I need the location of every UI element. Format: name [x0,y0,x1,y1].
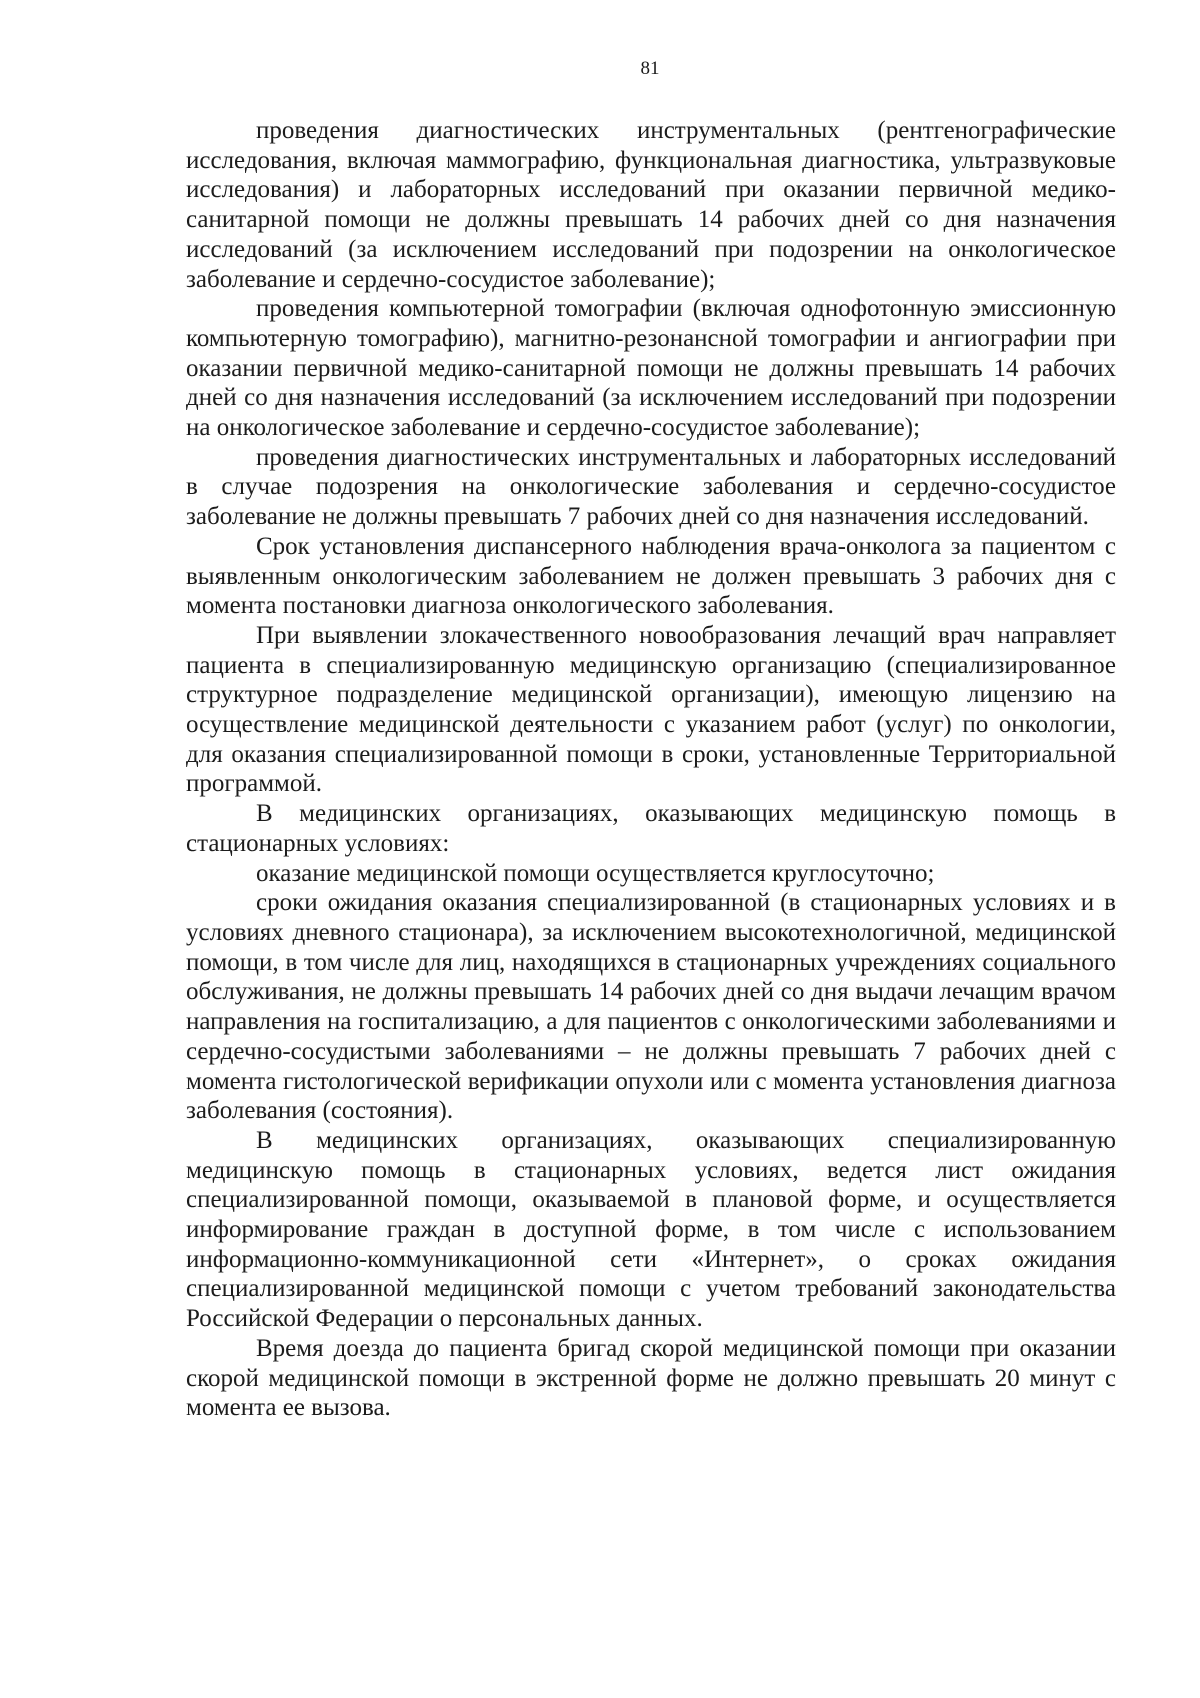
paragraph-oncology-suspicion: проведения диагностических инструментальных и лабораторных исследований в случае подозрения на онкологические заболевания и сердечно-сосудистое заболевание не должны превышать 7 рабочих дней со дня назначения исследований. [186,443,1116,531]
paragraph-diagnostic-instrumental: проведения диагностических инструментальных (рентгенографические исследования, включая маммографию, функциональная диагностика, ультразвуковые исследования) и лабораторных исследований при оказании первичной медико-санитарной помощи не должны превышать 14 рабочих дней со дня назначения исследований (за исключением исследований при подозрении на онкологическое заболевание и сердечно-сосудистое заболевание); [186,117,1116,293]
paragraph-ambulance-arrival: Время доезда до пациента бригад скорой медицинской помощи при оказании скорой медицинской помощи в экстренной форме не должно превышать 20 минут с момента ее вызова. [186,1334,1116,1422]
paragraph-computed-tomography: проведения компьютерной томографии (включая однофотонную эмиссионную компьютерную томографию), магнитно-резонансной томографии и ангиографии при оказании первичной медико-санитарной помощи не должны превышать 14 рабочих дней со дня назначения исследований (за исключением исследований при подозрении на онкологическое заболевание и сердечно-сосудистое заболевание); [186,295,1116,442]
paragraph-dispensary-observation: Срок установления диспансерного наблюдения врача-онколога за пациентом с выявленным онкологическим заболеванием не должен превышать 3 рабочих дня с момента постановки диагноза онкологического заболевания. [186,532,1116,620]
page-number: 81 [640,58,660,79]
paragraph-round-the-clock: оказание медицинской помощи осуществляется круглосуточно; [256,859,935,887]
paragraph-inpatient-organizations: В медицинских организациях, оказывающих медицинскую помощь в стационарных условиях: [186,800,1116,857]
body-text [186,116,1116,1423]
paragraph-waiting-times: сроки ожидания оказания специализированной (в стационарных условиях и в условиях дневного стационара), за исключением высокотехнологичной, медицинской помощи, в том числе для лиц, находящихся в стационарных учреждениях социального обслуживания, не должны превышать 14 рабочих дней со дня выдачи лечащим врачом направления на госпитализацию, а для пациентов с онкологическими заболеваниями и сердечно-сосудистыми заболеваниями – не должны превышать 7 рабочих дней с момента гистологической верификации опухоли или с момента установления диагноза заболевания (состояния). [186,889,1116,1125]
paragraph-waiting-list: В медицинских организациях, оказывающих специализированную медицинскую помощь в стационарных условиях, ведется лист ожидания специализированной помощи, оказываемой в плановой форме, и осуществляется информирование граждан в доступной форме, в том числе с использованием информационно-коммуникационной сети «Интернет», о сроках ожидания специализированной медицинской помощи с учетом требований законодательства Российской Федерации о персональных данных. [186,1126,1116,1333]
paragraph-malignant-neoplasm: При выявлении злокачественного новообразования лечащий врач направляет пациента в специализированную медицинскую организацию (специализированное структурное подразделение медицинской организации), имеющую лицензию на осуществление медицинской деятельности с указанием работ (услуг) по онкологии, для оказания специализированной помощи в сроки, установленные Территориальной программой. [186,621,1116,798]
